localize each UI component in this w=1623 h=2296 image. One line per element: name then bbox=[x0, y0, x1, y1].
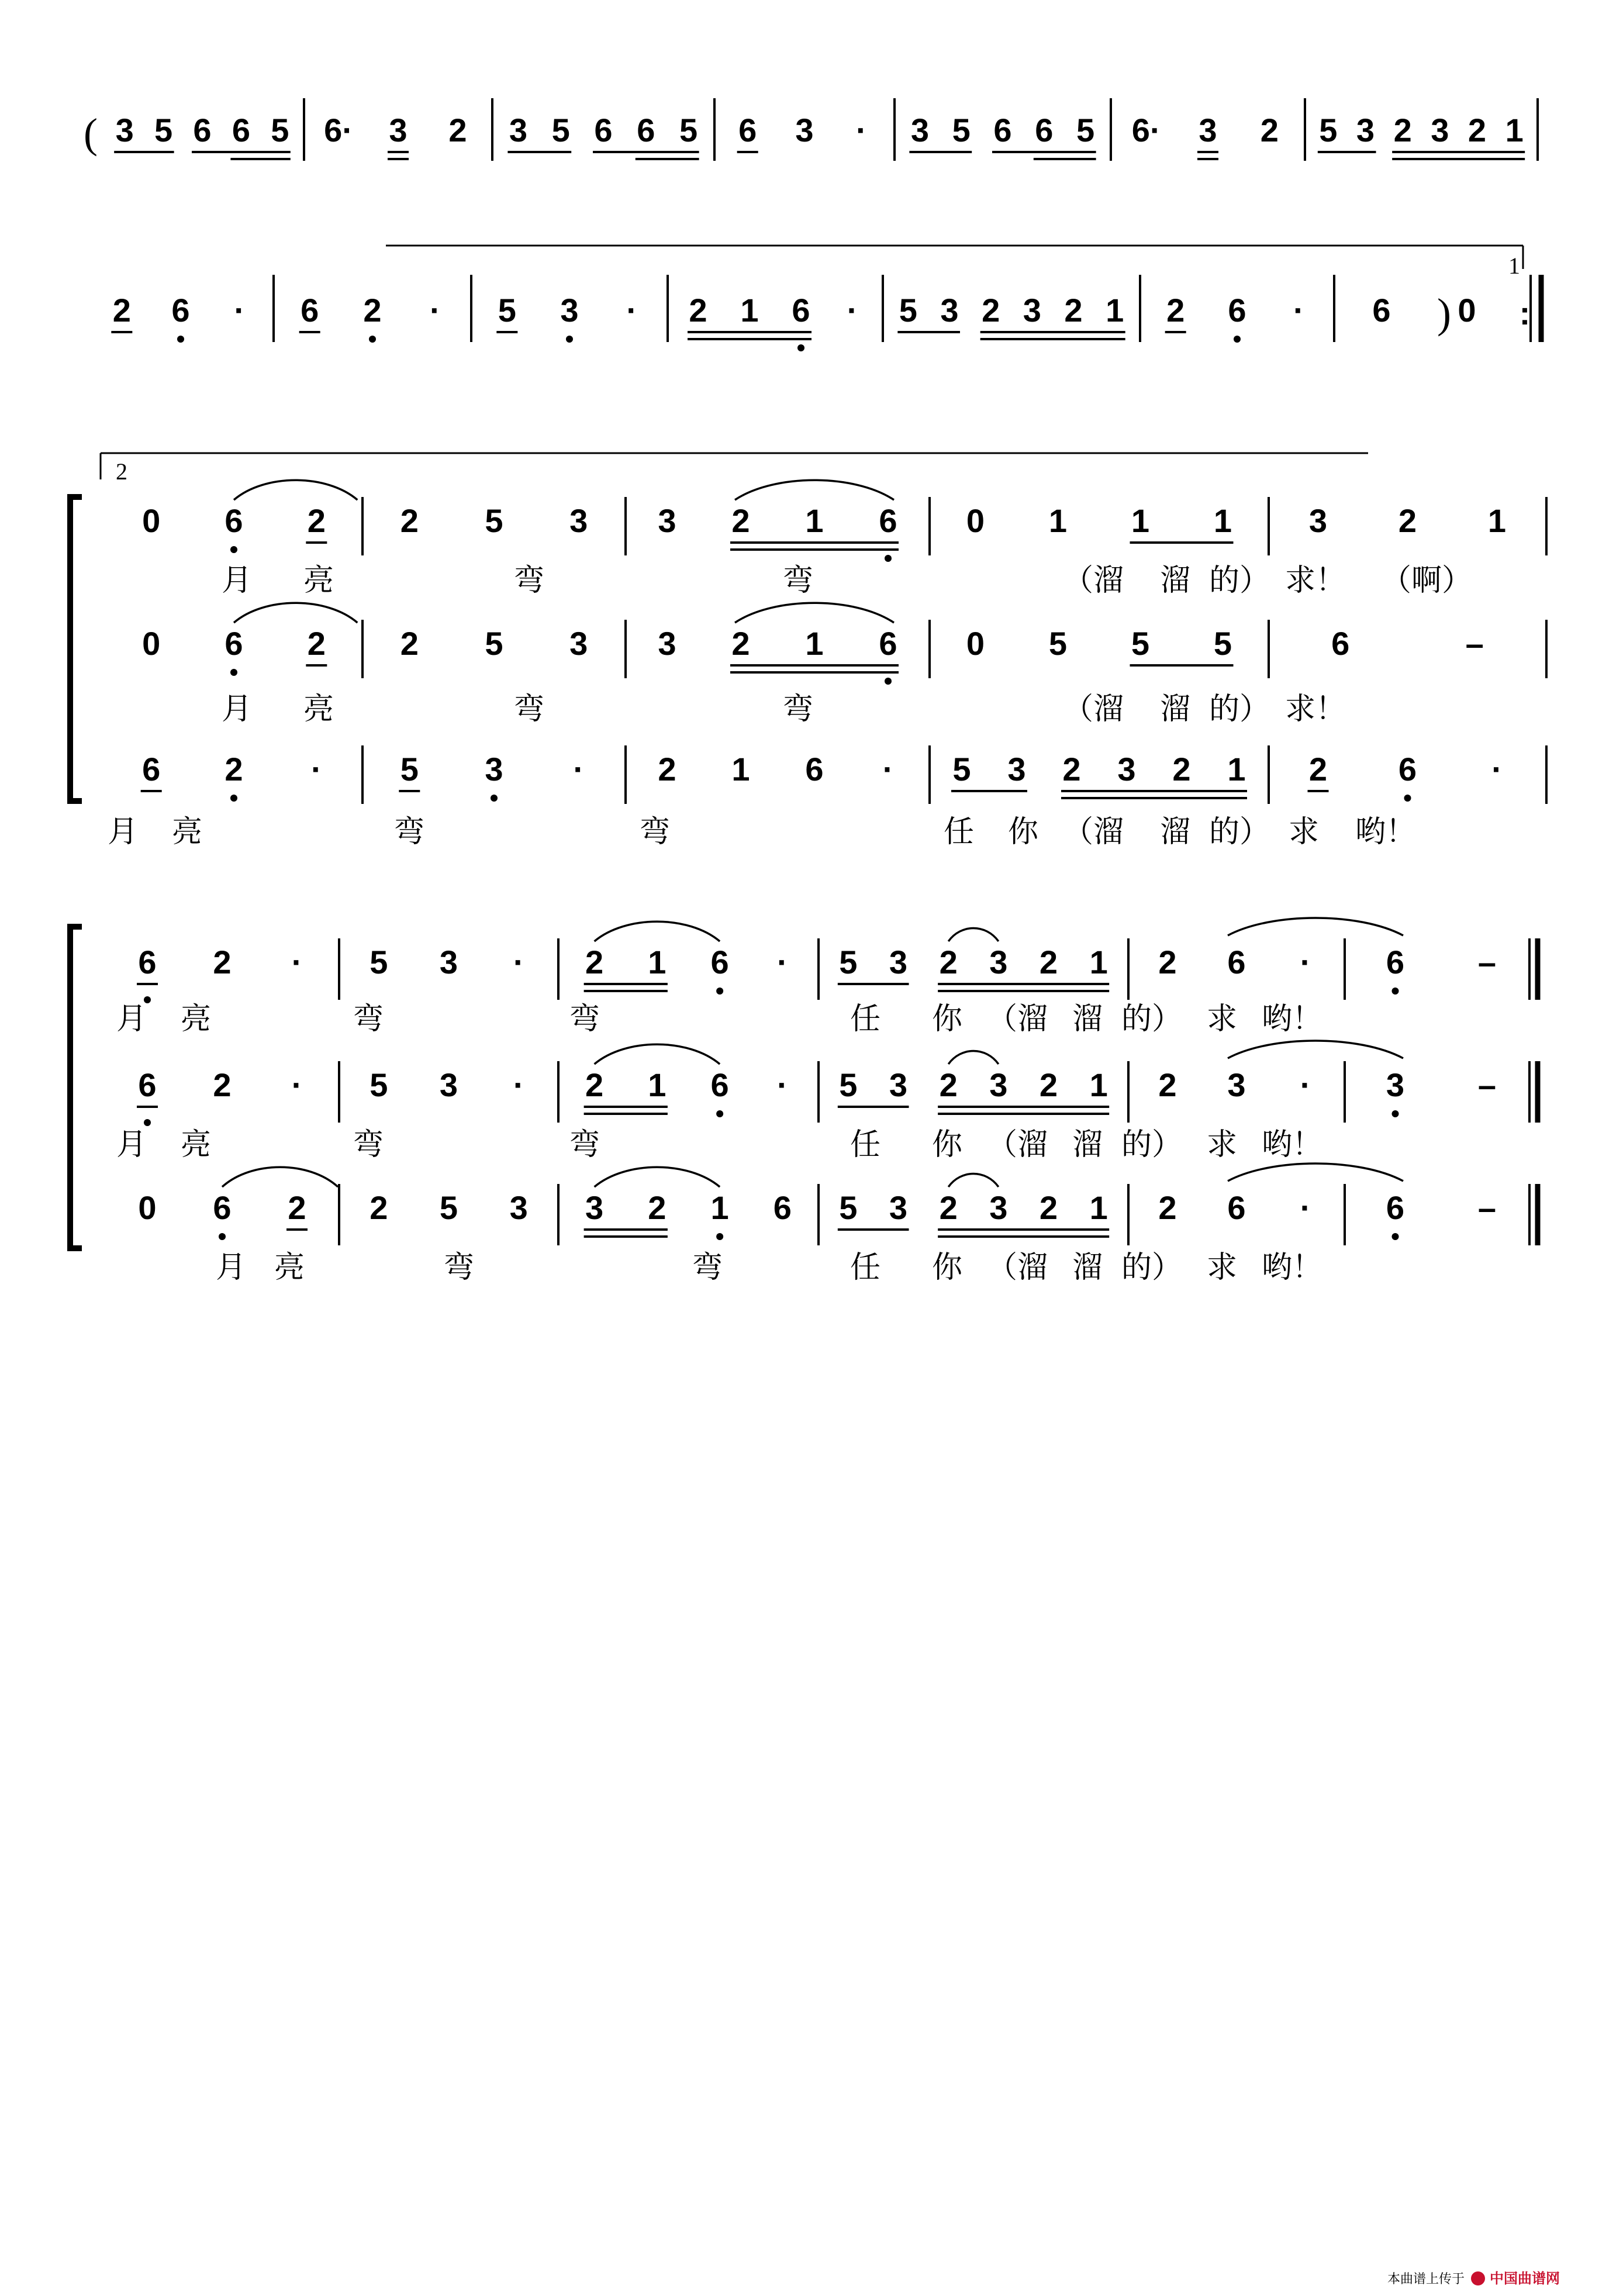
system4-voice1-lyric: 求 bbox=[1206, 1002, 1238, 1037]
system4-voice2-note: 3 bbox=[989, 1066, 1008, 1103]
system3-voice3-note: 5 bbox=[400, 751, 419, 788]
system4-voice2-lyric: 的） bbox=[1121, 1127, 1183, 1162]
system3-voice2-note: 5 bbox=[1131, 625, 1150, 662]
system4-voice2-note: · bbox=[291, 1066, 303, 1103]
octave-dot bbox=[219, 1233, 226, 1240]
system3-voice1-note: 1 bbox=[1213, 502, 1232, 539]
system3-voice3-note: 1 bbox=[731, 751, 750, 788]
system2-note: 2 bbox=[982, 292, 1000, 329]
system1-note: 5 bbox=[271, 112, 289, 149]
system2-note: 0 bbox=[1458, 292, 1476, 329]
system1-note: 3 bbox=[1199, 112, 1217, 149]
system3-voice3-note: 1 bbox=[1227, 751, 1246, 788]
system3-voice3-note: 6 bbox=[805, 751, 824, 788]
slur bbox=[948, 1174, 999, 1187]
system3-voice3-note: 2 bbox=[1062, 751, 1081, 788]
system3-voice3-note: · bbox=[882, 751, 894, 788]
system2-note: 6 bbox=[171, 292, 190, 329]
system4-voice2-note: 2 bbox=[585, 1066, 604, 1103]
system3-voice2-lyric: 月 bbox=[221, 692, 253, 727]
octave-dot bbox=[716, 1233, 723, 1240]
repeat-dots: : bbox=[1519, 295, 1531, 332]
system4-voice1-note: 3 bbox=[439, 944, 458, 980]
tie bbox=[1228, 918, 1403, 935]
system4-voice1-note: · bbox=[777, 944, 788, 980]
system2-note: · bbox=[430, 292, 441, 329]
system1-note: 6· bbox=[1131, 112, 1161, 149]
system3-voice3-note: 6 bbox=[1398, 751, 1417, 788]
system4-voice1-lyric: 月 bbox=[116, 1002, 147, 1037]
system3-voice1-note: 2 bbox=[1398, 502, 1417, 539]
system4-voice3-note: 6 bbox=[773, 1189, 792, 1226]
system3-voice1-lyric: （溜 bbox=[1062, 563, 1124, 598]
system3-voice3-lyric: （溜 bbox=[1062, 814, 1124, 850]
system4-voice1-lyric: 你 bbox=[931, 1002, 963, 1037]
system2-note: 2 bbox=[112, 292, 131, 329]
system3-voice2-note: 1 bbox=[805, 625, 824, 662]
system3-voice2-note: 5 bbox=[1213, 625, 1232, 662]
system4-voice3-note: 5 bbox=[839, 1189, 858, 1226]
octave-dot bbox=[230, 546, 237, 553]
system4-voice2-lyric: 哟！ bbox=[1261, 1127, 1323, 1162]
system4-voice3-note: 3 bbox=[989, 1189, 1008, 1226]
octave-dot bbox=[230, 795, 237, 802]
system4-voice3-note: 3 bbox=[889, 1189, 908, 1226]
brand-logo-icon bbox=[1471, 2271, 1485, 2285]
system3-voice3-note: · bbox=[1491, 751, 1503, 788]
volta-number: 2 bbox=[116, 458, 127, 485]
system4-voice2-note: 3 bbox=[439, 1066, 458, 1103]
system4-voice2-note: 5 bbox=[370, 1066, 388, 1103]
system3-voice3-note: · bbox=[311, 751, 322, 788]
system4-voice3-note: 2 bbox=[1039, 1189, 1058, 1226]
system4-voice3-note: 0 bbox=[138, 1189, 157, 1226]
system4-voice2-lyric: （溜 bbox=[986, 1127, 1048, 1162]
system4-voice1-note: 2 bbox=[1039, 944, 1058, 980]
system4-voice2-lyric: 亮 bbox=[180, 1127, 212, 1162]
system1-note: 6 bbox=[1035, 112, 1054, 149]
system3-voice3-lyric: 求 bbox=[1288, 814, 1320, 850]
system4-voice1-note: 5 bbox=[370, 944, 388, 980]
system4-voice2-lyric: 弯 bbox=[353, 1127, 384, 1162]
system4-voice2-note: – bbox=[1477, 1066, 1497, 1103]
system2-note: 6 bbox=[301, 292, 319, 329]
system1-note: 6 bbox=[637, 112, 655, 149]
octave-dot bbox=[1392, 1110, 1399, 1117]
system1-note: 2 bbox=[1393, 112, 1412, 149]
system3-voice1-lyric: 月 bbox=[221, 563, 253, 598]
system4-voice1-note: · bbox=[291, 944, 303, 980]
system4-voice3-note: 2 bbox=[1158, 1189, 1177, 1226]
system3-voice1-lyric: （啊） bbox=[1380, 563, 1473, 598]
system3-voice1-lyric: 弯 bbox=[782, 563, 814, 598]
system3-voice1-note: 2 bbox=[400, 502, 419, 539]
system3-voice2-note: 5 bbox=[485, 625, 503, 662]
system3-voice3-lyric: 月 bbox=[107, 814, 139, 850]
system4-voice1-note: – bbox=[1477, 944, 1497, 980]
system4-voice2-lyric: 弯 bbox=[569, 1127, 600, 1162]
octave-dot bbox=[1234, 336, 1241, 343]
system1-note: 5 bbox=[952, 112, 971, 149]
system2-note: 2 bbox=[689, 292, 707, 329]
system2-note: 1 bbox=[740, 292, 759, 329]
system3-voice1-note: 3 bbox=[658, 502, 676, 539]
system4-voice2-note: 1 bbox=[1089, 1066, 1108, 1103]
system4-voice3-note: 3 bbox=[585, 1189, 604, 1226]
slur bbox=[234, 480, 357, 500]
system1-note: 6 bbox=[594, 112, 613, 149]
system4-voice3-note: 3 bbox=[509, 1189, 528, 1226]
system3-voice3-lyric: 的） bbox=[1208, 814, 1270, 850]
system4-voice3-lyric: （溜 bbox=[986, 1250, 1048, 1285]
system4-voice1-note: 2 bbox=[213, 944, 232, 980]
system1-note: 2 bbox=[1260, 112, 1279, 149]
system3-voice3-note: 5 bbox=[952, 751, 971, 788]
system1-note: 6 bbox=[232, 112, 250, 149]
octave-dot bbox=[716, 988, 723, 995]
system3-voice1-note: 1 bbox=[1487, 502, 1507, 539]
system4-voice3-note: 2 bbox=[939, 1189, 958, 1226]
system4-voice2-lyric: 任 bbox=[850, 1127, 881, 1162]
system4-voice2-note: 2 bbox=[939, 1066, 958, 1103]
system4-voice2-lyric: 溜 bbox=[1072, 1127, 1103, 1162]
slur bbox=[234, 603, 357, 623]
system4-voice3-lyric: 亮 bbox=[274, 1250, 305, 1285]
system1-note: 3 bbox=[910, 112, 929, 149]
system1-note: 2 bbox=[1467, 112, 1487, 149]
system3-voice1-note: 0 bbox=[142, 502, 161, 539]
system1-note: 3 bbox=[509, 112, 527, 149]
system1-note: 6 bbox=[193, 112, 212, 149]
system1-note: 5 bbox=[679, 112, 698, 149]
octave-dot bbox=[566, 336, 573, 343]
system2-note: 2 bbox=[363, 292, 382, 329]
system3-voice2-note: 2 bbox=[400, 625, 419, 662]
system3-voice1-note: 2 bbox=[307, 502, 326, 539]
system4-voice1-note: · bbox=[1300, 944, 1311, 980]
system3-voice3-note: 2 bbox=[225, 751, 243, 788]
system4-voice3-lyric: 溜 bbox=[1072, 1250, 1103, 1285]
system3-voice2-note: 6 bbox=[879, 625, 897, 662]
system4-voice1-note: · bbox=[513, 944, 524, 980]
system3-voice1-lyric: 亮 bbox=[303, 563, 334, 598]
slur bbox=[595, 921, 720, 941]
system2-note: · bbox=[234, 292, 245, 329]
system3-voice2-lyric: 溜 bbox=[1159, 692, 1191, 727]
system4-voice3-lyric: 你 bbox=[931, 1250, 963, 1285]
system4-voice2-note: · bbox=[1300, 1066, 1311, 1103]
system3-voice2-note: – bbox=[1465, 625, 1484, 662]
octave-dot bbox=[885, 555, 892, 562]
system4-voice3-note: 2 bbox=[288, 1189, 306, 1226]
system4-voice1-note: 1 bbox=[1089, 944, 1108, 980]
system4-voice1-note: 3 bbox=[989, 944, 1008, 980]
system4-voice1-note: 6 bbox=[138, 944, 157, 980]
system4-voice2-lyric: 月 bbox=[116, 1127, 147, 1162]
system4-voice2-lyric: 求 bbox=[1206, 1127, 1238, 1162]
octave-dot bbox=[885, 678, 892, 685]
system3-voice1-note: 2 bbox=[731, 502, 750, 539]
system4-voice1-note: 6 bbox=[710, 944, 729, 980]
system3-voice1-note: 3 bbox=[1308, 502, 1328, 539]
system4-voice2-note: 1 bbox=[648, 1066, 667, 1103]
system3-voice1-lyric: 求！ bbox=[1284, 563, 1346, 598]
system3-voice2-note: 2 bbox=[307, 625, 326, 662]
system4-voice1-lyric: （溜 bbox=[986, 1002, 1048, 1037]
system3-voice2-note: 3 bbox=[658, 625, 676, 662]
system1-note: 6· bbox=[324, 112, 353, 149]
system4-voice1-note: 2 bbox=[1158, 944, 1177, 980]
system2-note: 3 bbox=[1023, 292, 1041, 329]
system4-voice1-note: 6 bbox=[1227, 944, 1246, 980]
system4-voice3-note: 5 bbox=[439, 1189, 458, 1226]
system1-note: 5 bbox=[1319, 112, 1338, 149]
octave-dot bbox=[1404, 795, 1411, 802]
system2-note: 5 bbox=[498, 292, 516, 329]
system3-voice2-note: 6 bbox=[225, 625, 243, 662]
system1-note: 6 bbox=[738, 112, 757, 149]
system2-note: 1 bbox=[1106, 292, 1124, 329]
system3-voice2-note: 0 bbox=[142, 625, 161, 662]
system3-voice3-lyric: 弯 bbox=[639, 814, 671, 850]
system4-voice1-note: 2 bbox=[585, 944, 604, 980]
system1-note: 3 bbox=[1356, 112, 1375, 149]
system4-voice3-lyric: 的） bbox=[1121, 1250, 1183, 1285]
system4-voice3-lyric: 月 bbox=[215, 1250, 247, 1285]
system4-voice2-note: 5 bbox=[839, 1066, 858, 1103]
octave-dot bbox=[230, 669, 237, 676]
octave-dot bbox=[1392, 1233, 1399, 1240]
system1-note: · bbox=[856, 112, 867, 149]
system3-voice1-note: 3 bbox=[569, 502, 588, 539]
system3-voice2-note: 3 bbox=[569, 625, 588, 662]
system3-voice3-note: 3 bbox=[1117, 751, 1136, 788]
system4-voice3-note: 1 bbox=[1089, 1189, 1108, 1226]
system4-voice3-note: · bbox=[1300, 1189, 1311, 1226]
octave-dot bbox=[1392, 988, 1399, 995]
system4-voice1-lyric: 任 bbox=[850, 1002, 881, 1037]
system3-voice3-note: 2 bbox=[1308, 751, 1328, 788]
system2-note: · bbox=[626, 292, 637, 329]
system4-voice2-note: 6 bbox=[710, 1066, 729, 1103]
system3-voice3-note: · bbox=[573, 751, 584, 788]
system4-voice1-lyric: 的） bbox=[1121, 1002, 1183, 1037]
system4-voice2-lyric: 你 bbox=[931, 1127, 963, 1162]
system1-note: 3 bbox=[389, 112, 408, 149]
system4-voice3-note: 6 bbox=[213, 1189, 232, 1226]
system4-voice2-note: 2 bbox=[213, 1066, 232, 1103]
system1-note: 3 bbox=[115, 112, 134, 149]
footer-uploaded-text: 本曲谱上传于 bbox=[1387, 2272, 1465, 2287]
open-parenthesis: ( bbox=[84, 110, 98, 157]
footer-brand-name: 中国曲谱网 bbox=[1490, 2270, 1560, 2287]
system2-note: 6 bbox=[1372, 292, 1391, 329]
system2-note: 2 bbox=[1166, 292, 1185, 329]
slur bbox=[595, 1167, 720, 1187]
system3-voice1-note: 1 bbox=[805, 502, 824, 539]
slur bbox=[948, 1051, 999, 1065]
slur bbox=[595, 1044, 720, 1064]
system3-voice3-lyric: 哟！ bbox=[1355, 814, 1417, 850]
system2-note: 2 bbox=[1064, 292, 1083, 329]
system3-voice2-lyric: 弯 bbox=[782, 692, 814, 727]
system4-voice3-note: 2 bbox=[648, 1189, 667, 1226]
volta-number: 1 bbox=[1508, 253, 1520, 279]
system3-voice1-note: 1 bbox=[1131, 502, 1150, 539]
system4-voice2-note: · bbox=[513, 1066, 524, 1103]
system4-voice3-lyric: 求 bbox=[1206, 1250, 1238, 1285]
system3-voice2-note: 5 bbox=[1048, 625, 1068, 662]
system2-note: 3 bbox=[560, 292, 579, 329]
system1-note: 2 bbox=[448, 112, 467, 149]
system4-voice1-note: 1 bbox=[648, 944, 667, 980]
system1-note: 1 bbox=[1505, 112, 1524, 149]
system-bracket bbox=[70, 497, 82, 801]
system4-voice3-lyric: 弯 bbox=[443, 1250, 475, 1285]
octave-dot bbox=[491, 795, 498, 802]
slur bbox=[735, 480, 894, 500]
system4-voice3-note: – bbox=[1477, 1189, 1497, 1226]
system4-voice3-note: 6 bbox=[1227, 1189, 1246, 1226]
slur bbox=[735, 603, 894, 623]
system3-voice2-note: 2 bbox=[731, 625, 750, 662]
tie bbox=[1228, 1041, 1403, 1058]
slur bbox=[222, 1167, 338, 1187]
system3-voice2-lyric: 弯 bbox=[513, 692, 545, 727]
system3-voice3-lyric: 亮 bbox=[171, 814, 203, 850]
system4-voice3-note: 1 bbox=[710, 1189, 729, 1226]
system3-voice1-note: 6 bbox=[225, 502, 243, 539]
system3-voice1-note: 1 bbox=[1048, 502, 1068, 539]
system3-voice2-lyric: 亮 bbox=[303, 692, 334, 727]
octave-dot bbox=[177, 336, 184, 343]
system2-note: 6 bbox=[1228, 292, 1246, 329]
system4-voice3-note: 2 bbox=[370, 1189, 388, 1226]
system1-note: 3 bbox=[1431, 112, 1449, 149]
system4-voice3-lyric: 哟！ bbox=[1261, 1250, 1323, 1285]
system4-voice3-lyric: 弯 bbox=[692, 1250, 723, 1285]
system3-voice3-note: 2 bbox=[658, 751, 676, 788]
system4-voice1-lyric: 弯 bbox=[569, 1002, 600, 1037]
system3-voice1-note: 5 bbox=[485, 502, 503, 539]
system1-note: 6 bbox=[993, 112, 1012, 149]
system3-voice1-lyric: 的） bbox=[1208, 563, 1270, 598]
system3-voice1-lyric: 溜 bbox=[1159, 563, 1191, 598]
system4-voice2-note: 2 bbox=[1039, 1066, 1058, 1103]
system1-note: 5 bbox=[551, 112, 570, 149]
system3-voice2-lyric: 的） bbox=[1208, 692, 1270, 727]
system4-voice2-note: 3 bbox=[1386, 1066, 1405, 1103]
system3-voice3-lyric: 任 bbox=[943, 814, 975, 850]
system3-voice2-note: 0 bbox=[966, 625, 985, 662]
octave-dot bbox=[369, 336, 376, 343]
system4-voice1-note: 6 bbox=[1386, 944, 1405, 980]
octave-dot bbox=[144, 1119, 151, 1126]
octave-dot bbox=[797, 344, 804, 351]
system2-note: · bbox=[847, 292, 858, 329]
system4-voice2-note: 3 bbox=[889, 1066, 908, 1103]
system4-voice1-lyric: 弯 bbox=[353, 1002, 384, 1037]
system1-note: 5 bbox=[1076, 112, 1095, 149]
system4-voice1-lyric: 哟！ bbox=[1261, 1002, 1323, 1037]
system4-voice3-lyric: 任 bbox=[850, 1250, 881, 1285]
slur bbox=[948, 928, 999, 942]
octave-dot bbox=[716, 1110, 723, 1117]
system2-note: 5 bbox=[899, 292, 917, 329]
system1-note: 3 bbox=[795, 112, 814, 149]
system3-voice2-lyric: （溜 bbox=[1062, 692, 1124, 727]
system4-voice1-lyric: 溜 bbox=[1072, 1002, 1103, 1037]
system4-voice1-note: 5 bbox=[839, 944, 858, 980]
system3-voice3-lyric: 溜 bbox=[1159, 814, 1191, 850]
system4-voice1-note: 2 bbox=[939, 944, 958, 980]
system3-voice3-note: 3 bbox=[485, 751, 503, 788]
system4-voice1-lyric: 亮 bbox=[180, 1002, 212, 1037]
system4-voice2-note: · bbox=[777, 1066, 788, 1103]
tie bbox=[1228, 1163, 1403, 1181]
system3-voice3-note: 2 bbox=[1172, 751, 1191, 788]
system1-note: 5 bbox=[154, 112, 173, 149]
system3-voice3-note: 6 bbox=[142, 751, 161, 788]
system3-voice2-note: 6 bbox=[1331, 625, 1350, 662]
system4-voice2-note: 2 bbox=[1158, 1066, 1177, 1103]
system3-voice2-lyric: 求！ bbox=[1284, 692, 1346, 727]
close-parenthesis: ) bbox=[1437, 290, 1451, 337]
system4-voice3-note: 6 bbox=[1386, 1189, 1405, 1226]
system3-voice1-lyric: 弯 bbox=[513, 563, 545, 598]
system3-voice1-note: 0 bbox=[966, 502, 985, 539]
system4-voice1-note: 3 bbox=[889, 944, 908, 980]
system4-voice2-note: 6 bbox=[138, 1066, 157, 1103]
system2-note: 6 bbox=[792, 292, 810, 329]
system2-note: · bbox=[1293, 292, 1304, 329]
system3-voice3-lyric: 弯 bbox=[393, 814, 425, 850]
system3-voice3-note: 3 bbox=[1007, 751, 1026, 788]
system4-voice2-note: 3 bbox=[1227, 1066, 1246, 1103]
system3-voice1-note: 6 bbox=[879, 502, 897, 539]
system-bracket bbox=[70, 927, 82, 1248]
system2-note: 3 bbox=[940, 292, 959, 329]
system3-voice3-lyric: 你 bbox=[1007, 814, 1039, 850]
